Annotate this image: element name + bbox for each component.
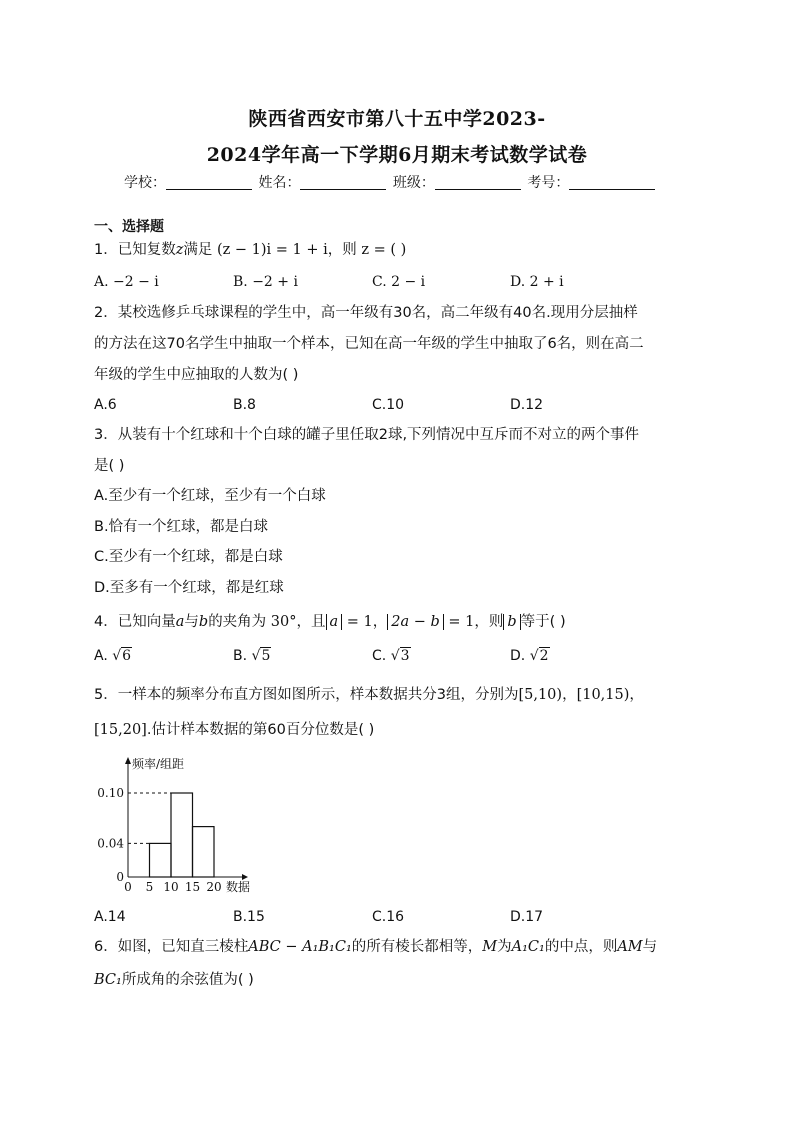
number-label: 考号： <box>527 175 570 191</box>
question-3-line2: 是( ) <box>94 458 125 474</box>
y-tick-label-1: 0.04 <box>97 836 124 851</box>
q4-text-4: ，且 <box>296 614 326 630</box>
q1-text-b: 满足 <box>183 242 213 258</box>
q1-equation: (z − 1)i = 1 + i <box>216 242 328 258</box>
q3-option-a: A.至少有一个红球，至少有一个白球 <box>94 488 326 504</box>
q4-option-b-radicand: 5 <box>261 648 271 664</box>
q3-option-b: B.恰有一个红球，都是白球 <box>94 519 269 535</box>
q4-option-b: B. √5 <box>233 648 271 664</box>
q5-interval-3: [15,20] <box>94 722 147 738</box>
question-2-line2: 的方法在这70名学生中抽取一个样本，已知在高一年级的学生中抽取了6名，则在高二 <box>94 336 644 352</box>
section-heading: 一、选择题 <box>94 219 164 235</box>
q4-abs-expr: 2a − b <box>387 614 444 630</box>
q4-text: 4．已知向量 <box>94 614 176 630</box>
q4-vector-b: b <box>198 614 209 630</box>
exam-title-line1: 陕西省西安市第八十五中学2023- <box>248 108 546 130</box>
class-blank <box>435 175 521 190</box>
q3-option-c: C.至少有一个红球，都是白球 <box>94 549 283 565</box>
q4-text-7: 等于( ) <box>520 614 566 630</box>
q4-text-6: ，则 <box>474 614 504 630</box>
q5-option-d: D.17 <box>510 909 544 925</box>
q6-text-5: 与 <box>642 939 658 955</box>
q6-text-3: 为 <box>497 939 512 955</box>
histogram-bar-0 <box>150 843 172 877</box>
q5-interval-1: [5,10) <box>518 687 563 703</box>
q4-option-d-radicand: 2 <box>539 648 549 664</box>
x-tick-label-4: 20 <box>206 880 222 894</box>
q1-option-c: C. 2 − i <box>372 274 426 290</box>
q5-option-a: A.14 <box>94 909 126 925</box>
q1-option-b: B. −2 + i <box>233 274 298 290</box>
q6-text-2: 的所有棱长都相等， <box>351 939 483 955</box>
q4-option-c: C. √3 <box>372 648 410 664</box>
frequency-histogram <box>92 752 262 902</box>
q5-text-2: .估计样本数据的第60百分位数是( ) <box>146 722 375 738</box>
y-axis-label: 频率/组距 <box>132 757 185 771</box>
q5-text: 5．一样本的频率分布直方图如图所示，样本数据共分3组，分别为 <box>94 687 519 703</box>
q4-angle: 30° <box>270 614 297 630</box>
q3-option-d: D.至多有一个红球，都是红球 <box>94 580 284 596</box>
question-2-line1: 2．某校选修乒乓球课程的学生中，高一年级有30名，高二年级有40名.现用分层抽样 <box>94 305 638 321</box>
number-blank <box>569 175 655 190</box>
q4-vector-a: a <box>175 614 185 630</box>
q4-option-c-radicand: 3 <box>400 648 410 664</box>
q2-option-a: A.6 <box>94 397 117 413</box>
y-axis-arrow <box>125 757 131 764</box>
q4-eq2: = 1 <box>448 614 475 630</box>
q6-text-4: 的中点，则 <box>544 939 618 955</box>
q2-option-c: C.10 <box>372 397 405 413</box>
q6-segment: A₁C₁ <box>511 939 545 955</box>
q5-option-b: B.15 <box>233 909 265 925</box>
x-tick-label-3: 15 <box>184 880 201 894</box>
question-6-line1 <box>94 937 657 957</box>
q6-text: 6．如图，已知直三棱柱 <box>94 939 249 955</box>
q1-option-d: D. 2 + i <box>510 274 564 290</box>
q6-point-m: M <box>482 939 498 955</box>
x-tick-label-1: 5 <box>145 880 154 894</box>
q4-option-a: A. √6 <box>94 648 132 664</box>
q5-interval-2: [10,15) <box>576 687 630 703</box>
question-4 <box>94 612 566 632</box>
q4-eq1: = 1 <box>346 614 373 630</box>
school-blank <box>166 175 252 190</box>
y-tick-label-0: 0 <box>116 870 124 884</box>
q6-prism: ABC − A₁B₁C₁ <box>248 939 352 955</box>
q6-am: AM <box>617 939 643 955</box>
q4-abs-b: b <box>503 614 520 630</box>
student-info-line <box>124 172 657 192</box>
x-axis-label: 数据 <box>226 880 251 894</box>
x-tick-label-0: 0 <box>124 880 132 894</box>
q1-var: z <box>175 242 184 258</box>
question-5-line1: 5．一样本的频率分布直方图如图所示，样本数据共分3组，分别为[5,10)，[10,15)， <box>94 687 644 703</box>
q1-text: 1．已知复数 <box>94 242 176 258</box>
q4-option-d: D. √2 <box>510 648 549 664</box>
question-1 <box>94 240 406 260</box>
q4-option-a-radicand: 6 <box>122 648 132 664</box>
q1-text-c: ，则 <box>327 242 357 258</box>
question-5-line2 <box>94 720 374 740</box>
y-tick-label-2: 0.10 <box>97 786 124 800</box>
q1-ask: z = ( ) <box>361 242 407 258</box>
q2-option-d: D.12 <box>510 397 544 413</box>
school-label: 学校： <box>124 175 166 191</box>
q4-text-3: 的夹角为 <box>208 614 267 630</box>
q4-abs-a: a <box>326 614 343 630</box>
question-3-line1: 3．从装有十个红球和十个白球的罐子里任取2球,下列情况中互斥而不对立的两个事件 <box>94 427 640 443</box>
q2-option-b: B.8 <box>233 397 256 413</box>
q4-text-2: 与 <box>184 614 199 630</box>
q6-text-6: 所成角的余弦值为( ) <box>121 972 254 988</box>
q4-text-5: ， <box>372 614 388 630</box>
q6-bc1: BC₁ <box>94 972 122 988</box>
question-6-line2 <box>94 970 254 990</box>
x-tick-label-2: 10 <box>163 880 179 894</box>
question-2-line3: 年级的学生中应抽取的人数为( ) <box>94 367 299 383</box>
histogram-bar-2 <box>193 827 215 877</box>
q1-option-a: A. −2 − i <box>94 274 159 290</box>
histogram-bar-1 <box>171 793 193 877</box>
q5-option-c: C.16 <box>372 909 405 925</box>
name-label: 姓名： <box>258 175 301 191</box>
name-blank <box>300 175 386 190</box>
exam-title-line2: 2024学年高一下学期6月期末考试数学试卷 <box>206 144 588 166</box>
class-label: 班级： <box>392 175 435 191</box>
